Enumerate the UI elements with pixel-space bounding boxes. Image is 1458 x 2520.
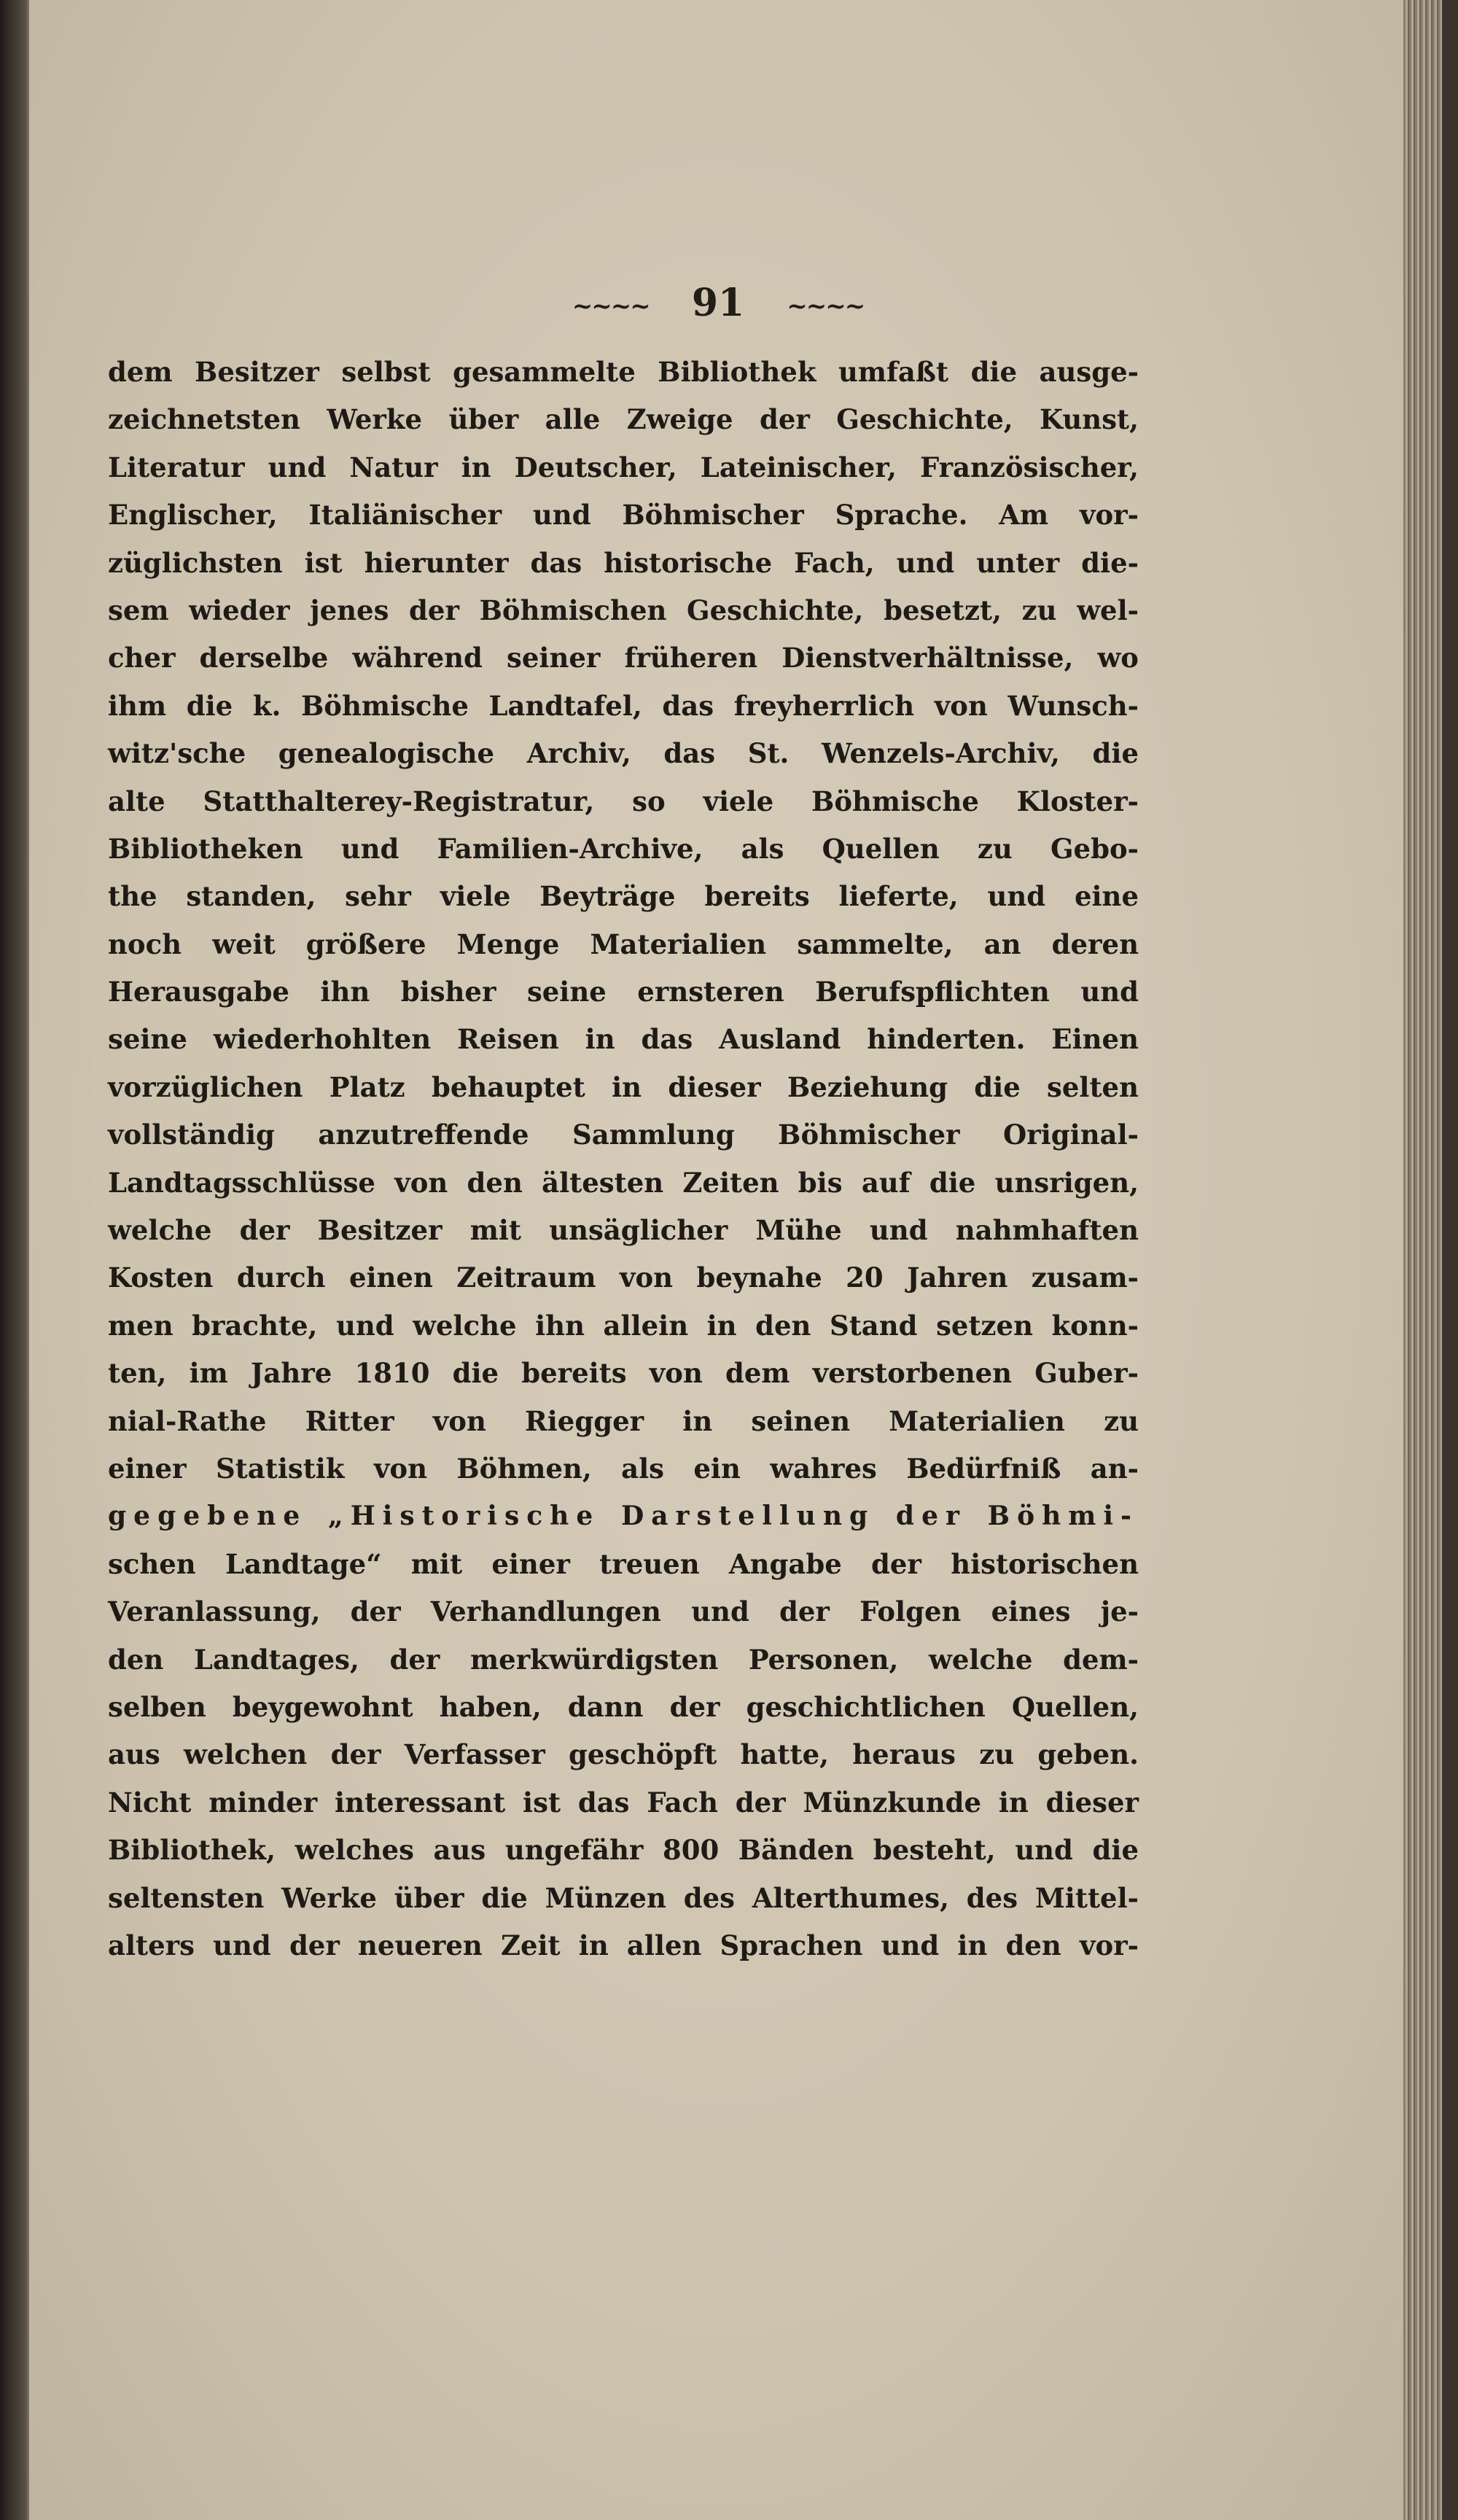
ornament-right: ~~~~	[787, 291, 865, 321]
text-line: witz'sche genealogische Archiv, das St. Wenzels-Archiv, die	[108, 737, 1139, 770]
text-line: alters und der neueren Zeit in allen Sprachen und in den vor-	[108, 1929, 1139, 1961]
text-line: the standen, sehr viele Beyträge bereits lieferte, und eine	[108, 880, 1139, 913]
text-line: Bibliotheken und Familien-Archive, als Quellen zu Gebo-	[108, 832, 1139, 865]
text-line: Englischer, Italiänischer und Böhmischer Sprache. Am vor-	[108, 499, 1139, 532]
text-line: sem wieder jenes der Böhmischen Geschichte, besetzt, zu wel-	[108, 594, 1139, 626]
text-line: Herausgabe ihn bisher seine ernsteren Berufspflichten und	[108, 976, 1139, 1008]
text-line: Landtagsschlüsse von den ältesten Zeiten bis auf die unsrigen,	[108, 1166, 1139, 1199]
text-line: seltensten Werke über die Münzen des Alterthumes, des Mittel-	[108, 1881, 1139, 1914]
text-line: Nicht minder interessant ist das Fach der Münzkunde in dieser	[108, 1786, 1139, 1819]
ornament-left: ~~~~	[572, 291, 650, 321]
text-line: ihm die k. Böhmische Landtafel, das freyherrlich von Wunsch-	[108, 689, 1139, 722]
text-line: Veranlassung, der Verhandlungen und der Folgen eines je-	[108, 1595, 1139, 1628]
text-line: zeichnetsten Werke über alle Zweige der Geschichte, Kunst,	[108, 403, 1139, 436]
text-line: cher derselbe während seiner früheren Dienstverhältnisse, wo	[108, 642, 1139, 674]
book-page	[29, 0, 1407, 2520]
text-line: schen Landtage“ mit einer treuen Angabe der historischen	[108, 1547, 1139, 1580]
text-line: den Landtages, der merkwürdigsten Personen, welche dem-	[108, 1643, 1139, 1676]
text-line: seine wiederhohlten Reisen in das Ausland hinderten. Einen	[108, 1023, 1139, 1056]
text-line: aus welchen der Verfasser geschöpft hatte, heraus zu geben.	[108, 1738, 1139, 1771]
text-line: welche der Besitzer mit unsäglicher Mühe und nahmhaften	[108, 1214, 1139, 1247]
text-line: gegebene „Historische Darstellung der Böhmi-	[108, 1501, 1139, 1532]
page-number: 91	[691, 281, 745, 325]
text-line: einer Statistik von Böhmen, als ein wahres Bedürfniß an-	[108, 1452, 1139, 1485]
text-line: men brachte, und welche ihn allein in den Stand setzen konn-	[108, 1309, 1139, 1342]
text-line: dem Besitzer selbst gesammelte Bibliothek umfaßt die ausge-	[108, 356, 1139, 388]
text-line: Kosten durch einen Zeitraum von beynahe 20 Jahren zusam-	[108, 1261, 1139, 1294]
text-line: alte Statthalterey-Registratur, so viele Böhmische Kloster-	[108, 785, 1139, 817]
body-text	[108, 349, 1139, 1969]
book-gutter-shadow	[0, 0, 32, 2520]
text-line: züglichsten ist hierunter das historische Fach, und unter die-	[108, 546, 1139, 579]
text-line: ten, im Jahre 1810 die bereits von dem verstorbenen Guber-	[108, 1357, 1139, 1390]
text-line: noch weit größere Menge Materialien sammelte, an deren	[108, 928, 1139, 960]
text-line: vollständig anzutreffende Sammlung Böhmischer Original-	[108, 1119, 1139, 1151]
text-line: selben beygewohnt haben, dann der geschichtlichen Quellen,	[108, 1690, 1139, 1723]
page-edges	[1403, 0, 1458, 2520]
text-line: Literatur und Natur in Deutscher, Lateinischer, Französischer,	[108, 451, 1139, 483]
text-line: nial-Rathe Ritter von Riegger in seinen Materialien zu	[108, 1404, 1139, 1437]
text-line: Bibliothek, welches aus ungefähr 800 Bänden besteht, und die	[108, 1834, 1139, 1867]
page-header	[29, 281, 1407, 325]
text-line: vorzüglichen Platz behauptet in dieser Beziehung die selten	[108, 1070, 1139, 1103]
